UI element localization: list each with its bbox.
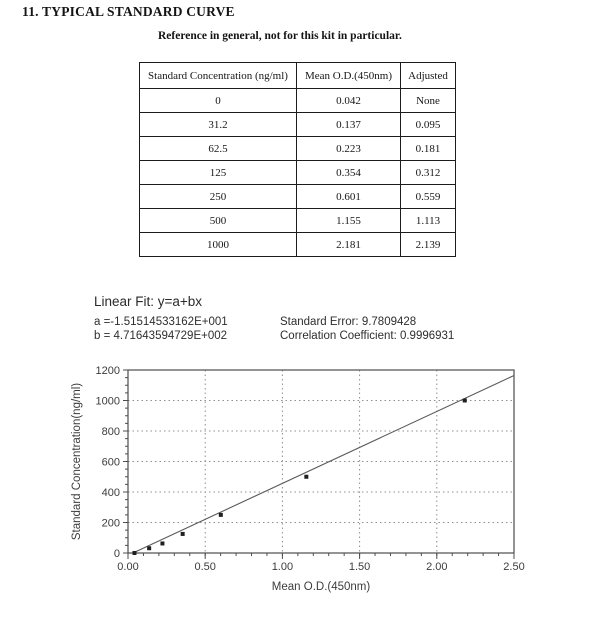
- y-tick-label: 800: [101, 426, 120, 438]
- table-row: [140, 113, 456, 137]
- data-point: [132, 551, 136, 555]
- table-cell: 0.181: [401, 137, 456, 161]
- y-tick-label: 0: [113, 548, 120, 560]
- column-header: Adjusted: [401, 63, 456, 89]
- y-tick-label: 600: [101, 456, 120, 469]
- table-cell: 1.155: [297, 209, 401, 233]
- x-tick-label: 2.00: [426, 561, 448, 573]
- table-cell: 1.113: [401, 209, 456, 233]
- standard-curve-table: [139, 62, 456, 257]
- table-cell: 62.5: [140, 137, 297, 161]
- x-tick-label: 0.00: [117, 561, 139, 573]
- table-cell: 1000: [140, 233, 297, 257]
- regression-line: [133, 375, 514, 553]
- table-cell: 0: [140, 89, 297, 113]
- table-row: [140, 161, 456, 185]
- data-point: [160, 541, 164, 545]
- x-tick-label: 1.50: [348, 561, 371, 573]
- x-tick-label: 1.00: [271, 561, 294, 573]
- y-tick-label: 400: [101, 487, 120, 499]
- table-cell: 0.137: [297, 113, 401, 137]
- table-cell: 0.559: [401, 185, 456, 209]
- table-row: [140, 89, 456, 113]
- table-cell: 0.354: [297, 161, 401, 185]
- table-row: [140, 137, 456, 161]
- table-cell: 0.601: [297, 185, 401, 209]
- y-tick-label: 1200: [95, 365, 120, 377]
- x-tick-label: 0.50: [194, 561, 216, 573]
- y-axis-title: Standard Concentration(ng/ml): [71, 382, 83, 541]
- plot-border: [128, 370, 514, 553]
- data-point: [181, 532, 185, 536]
- column-header: Standard Concentration (ng/ml): [140, 63, 297, 89]
- reference-note: Reference in general, not for this kit in particular.: [158, 30, 402, 42]
- standard-curve-plot: [0, 355, 600, 615]
- table-cell: 0.312: [401, 161, 456, 185]
- table-row: [140, 209, 456, 233]
- table-header-row: [140, 63, 456, 89]
- data-point: [463, 399, 467, 403]
- table-cell: 0.042: [297, 89, 401, 113]
- column-header: Mean O.D.(450nm): [297, 63, 401, 89]
- table-cell: 2.181: [297, 233, 401, 257]
- data-point: [219, 513, 223, 517]
- table-row: [140, 233, 456, 257]
- fit-correlation-coefficient: Correlation Coefficient: 0.9996931: [280, 330, 455, 342]
- table-cell: 125: [140, 161, 297, 185]
- table-cell: 250: [140, 185, 297, 209]
- y-tick-label: 1000: [95, 395, 120, 408]
- x-tick-label: 2.50: [503, 561, 525, 573]
- table-cell: 2.139: [401, 233, 456, 257]
- table-cell: 31.2: [140, 113, 297, 137]
- standard-curve-chart: [0, 355, 600, 615]
- data-point: [147, 546, 151, 550]
- linear-fit-title: Linear Fit: y=a+bx: [94, 294, 203, 309]
- fit-coefficient-b: b = 4.71643594729E+002: [94, 330, 228, 342]
- fit-coefficient-a: a =-1.51514533162E+001: [94, 316, 228, 328]
- table-cell: 0.095: [401, 113, 456, 137]
- data-point: [304, 475, 308, 479]
- table-cell: 0.223: [297, 137, 401, 161]
- table-cell: 500: [140, 209, 297, 233]
- table-cell: None: [401, 89, 456, 113]
- x-axis-title: Mean O.D.(450nm): [271, 581, 371, 593]
- fit-standard-error: Standard Error: 9.7809428: [280, 316, 417, 328]
- section-heading: 11. TYPICAL STANDARD CURVE: [22, 4, 235, 19]
- table-row: [140, 185, 456, 209]
- y-tick-label: 200: [101, 517, 120, 530]
